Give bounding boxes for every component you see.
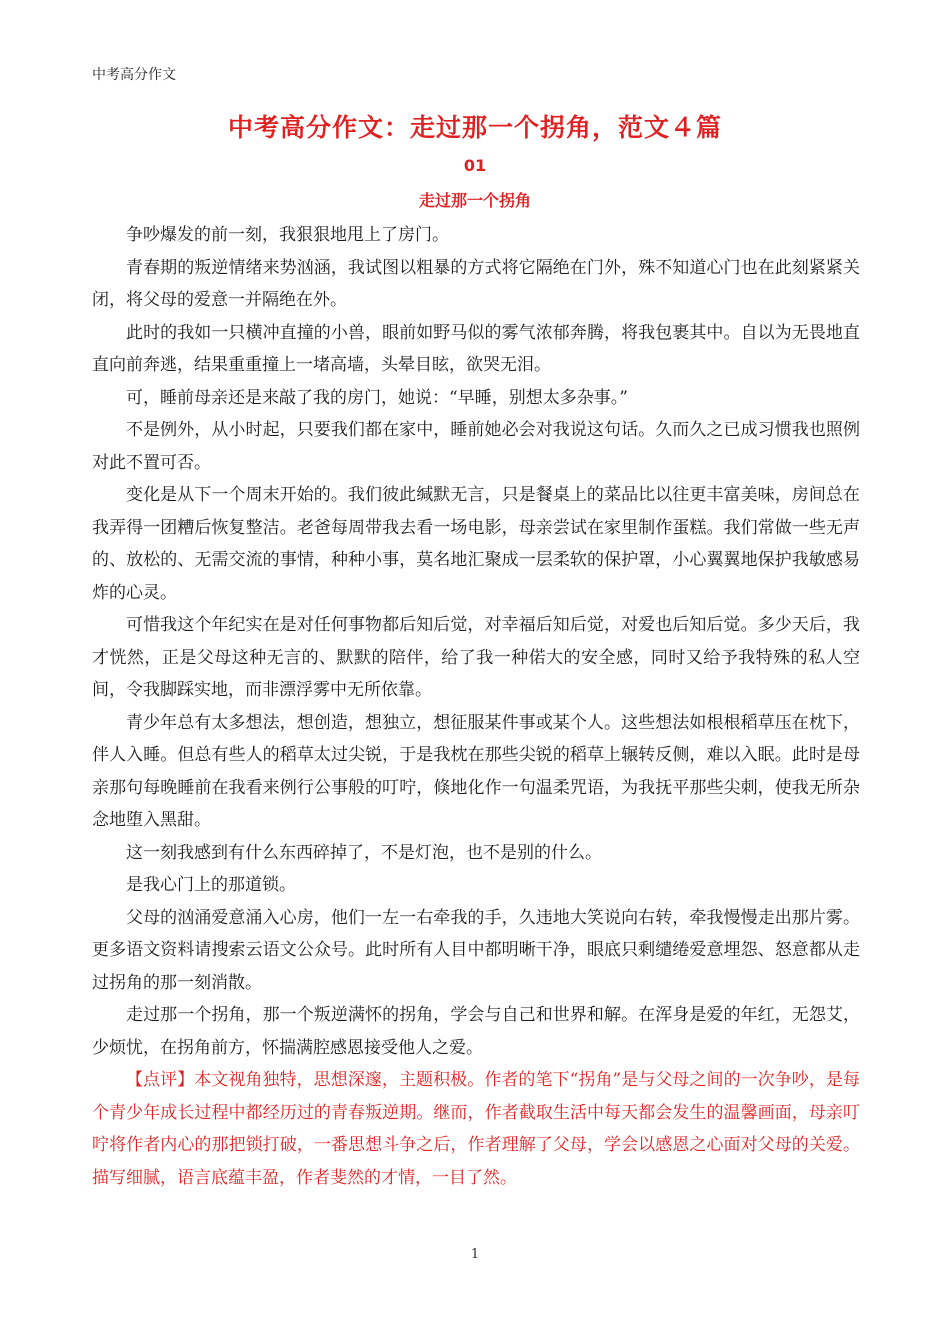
paragraph-9: 这一刻我感到有什么东西碎掉了，不是灯泡，也不是别的什么。 (126, 842, 602, 863)
document-title: 中考高分作文：走过那一个拐角，范文４篇 (227, 113, 722, 142)
page-number: 1 (470, 1247, 480, 1262)
paragraph-6: 变化是从下一个周末开始的。我们彼此缄默无言，只是餐桌上的菜品比以往更丰富美味，房间总在我弄得一团糟后恢复整洁。老爸每周带我去看一场电影，母亲尝试在家里制作蛋糕。我们常做一些无声的、放松的、无需交流的事情，种种小事，莫名地汇聚成一层柔软的保护罩，小心翼翼地保护我敏感易炸的心灵。 (92, 485, 860, 603)
paragraph-2: 青春期的叛逆情绪来势汹涵，我试图以粗暴的方式将它隔绝在门外，殊不知道心门也在此刻紧紧关闭，将父母的爱意一并隔绝在外。 (92, 257, 860, 310)
paragraph-1: 争吵爆发的前一刻，我狠狠地甩上了房门。 (126, 225, 449, 245)
paragraph-5: 不是例外，从小时起，只要我们都在家中，睡前她必会对我说这句话。久而久之已成习惯我也照例对此不置可否。 (92, 420, 860, 473)
section-number: 01 (463, 156, 487, 175)
paragraph-8: 青少年总有太多想法，想创造，想独立，想征服某件事或某个人。这些想法如根根稻草压在枕下，伴人入睡。但总有些人的稻草太过尖锐，于是我枕在那些尖锐的稻草上辗转反侧，难以入眠。此时是母亲那句每晚睡前在我看来例行公事般的叮咛，倏地化作一句温柔咒语，为我抚平那些尖刺，使我无所杂念地堕入黑甜。 (92, 712, 860, 830)
paragraph-10: 是我心门上的那道锁。 (126, 875, 296, 895)
paragraph-12: 走过那一个拐角，那一个叛逆满怀的拐角，学会与自己和世界和解。在浑身是爱的年红，无怨艾，少烦忧，在拐角前方，怀揣满腔感恩接受他人之爱。 (92, 1005, 860, 1058)
page-header: 中考高分作文 (92, 67, 176, 83)
paragraph-7: 可惜我这个年纪实在是对任何事物都后知后觉，对幸福后知后觉，对爱也后知后觉。多少天后，我才恍然，正是父母这种无言的、默默的陪伴，给了我一种偌大的安全感，同时又给予我特殊的私人空间，令我脚踩实地，而非漂浮雾中无所依靠。 (92, 615, 860, 700)
essay-body (92, 219, 860, 1194)
paragraph-4: 可，睡前母亲还是来敲了我的房门，她说：“早睡，别想太多杂事。” (126, 387, 628, 408)
paragraph-3: 此时的我如一只横冲直撞的小兽，眼前如野马似的雾气浓郁奔腾，将我包裹其中。自以为无畏地直直向前奔逃，结果重重撞上一堵高墙，头晕目眩，欲哭无泪。 (92, 322, 860, 375)
commentary-paragraph: 【点评】本文视角独特，思想深邃，主题积极。作者的笔下“拐角”是与父母之间的一次争吵，是每个青少年成长过程中都经历过的青春叛逆期。继而，作者截取生活中每天都会发生的温馨画面，母亲叮咛将作者内心的那把锁打破，一番思想斗争之后，作者理解了父母，学会以感恩之心面对父母的关爱。描写细腻，语言底蕴丰盈，作者斐然的才情，一目了然。 (92, 1070, 860, 1188)
section-title: 走过那一个拐角 (418, 191, 531, 210)
paragraph-11: 父母的汹涌爱意涌入心房，他们一左一右牵我的手，久违地大笑说向右转，牵我慢慢走出那片雾。更多语文资料请搜索云语文公众号。此时所有人目中都明晰干净，眼底只剩缱绻爱意埋怨、怒意都从走过拐角的那一刻消散。 (92, 907, 860, 993)
